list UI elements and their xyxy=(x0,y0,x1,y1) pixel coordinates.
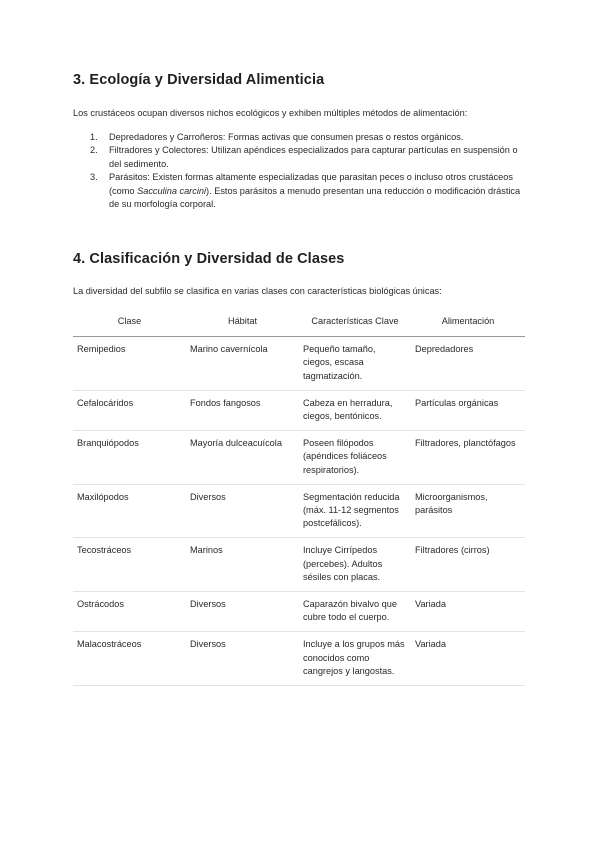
table-cell: Mayoría dulceacuícola xyxy=(186,431,299,485)
table-cell: Cabeza en herradura, ciegos, bentónicos. xyxy=(299,390,411,430)
table-row xyxy=(73,592,525,632)
table-cell: Maxilópodos xyxy=(73,484,186,538)
list-item-text-end: ). Estos parásitos a menudo presentan una reducción o modificación drástica de su morfología corporal. xyxy=(109,185,521,210)
table-cell: Incluye Cirrípedos (percebes). Adultos sésiles con placas. xyxy=(299,538,411,592)
table-cell: Variada xyxy=(411,632,525,686)
table-cell: Ostrácodos xyxy=(73,592,186,632)
column-header-clase: Clase xyxy=(73,311,186,337)
table-row xyxy=(73,484,525,538)
table-cell: Malacostráceos xyxy=(73,632,186,686)
list-item-text-start: Parásitos: Existen formas altamente especializadas que parasitan peces o incluso otros crustáceos (como xyxy=(109,172,513,196)
list-item xyxy=(73,144,525,171)
table-cell: Variada xyxy=(411,592,525,632)
list-item-number: 3. xyxy=(90,172,98,183)
table-row xyxy=(73,390,525,430)
table-cell: Filtradores (cirros) xyxy=(411,538,525,592)
table-cell: Microorganismos, parásitos xyxy=(411,484,525,538)
table-cell: Incluye a los grupos más conocidos como cangrejos y langostas. xyxy=(299,632,411,686)
table-cell: Diversos xyxy=(186,632,299,686)
column-header-caracteristicas: Características Clave xyxy=(299,311,411,337)
column-header-alimentacion: Alimentación xyxy=(411,311,525,337)
table-cell: Diversos xyxy=(186,484,299,538)
table-cell: Pequeño tamaño, ciegos, escasa tagmatización. xyxy=(299,337,411,391)
section-3-intro: Los crustáceos ocupan diversos nichos ecológicos y exhiben múltiples métodos de alimentación: xyxy=(73,108,468,118)
table-cell: Remipedios xyxy=(73,337,186,391)
feeding-methods-list xyxy=(73,131,525,211)
classes-table xyxy=(73,311,525,686)
table-cell: Marinos xyxy=(186,538,299,592)
table-cell: Filtradores, planctófagos xyxy=(411,431,525,485)
table-cell: Segmentación reducida (máx. 11-12 segmentos postcefálicos). xyxy=(299,484,411,538)
table-cell: Poseen filópodos (apéndices foliáceos respiratorios). xyxy=(299,431,411,485)
list-item xyxy=(73,171,525,211)
species-name: Sacculina carcini xyxy=(137,185,207,196)
table-row xyxy=(73,431,525,485)
table-row xyxy=(73,632,525,686)
table-cell: Cefalocáridos xyxy=(73,390,186,430)
table-cell: Tecostráceos xyxy=(73,538,186,592)
list-item xyxy=(73,131,525,144)
list-item-text: Filtradores y Colectores: Utilizan apéndices especializados para capturar partículas en suspensión o del sedimento. xyxy=(109,145,518,169)
table-row xyxy=(73,337,525,391)
table-cell: Marino cavernícola xyxy=(186,337,299,391)
list-item-number: 1. xyxy=(90,132,98,142)
table-cell: Diversos xyxy=(186,592,299,632)
table-cell: Fondos fangosos xyxy=(186,390,299,430)
list-item-number: 2. xyxy=(90,145,98,156)
table-cell: Branquiópodos xyxy=(73,431,186,485)
table-cell: Partículas orgánicas xyxy=(411,390,525,430)
table-cell: Caparazón bivalvo que cubre todo el cuerpo. xyxy=(299,592,411,632)
section-4-intro: La diversidad del subfilo se clasifica en varias clases con características biológicas únicas: xyxy=(73,286,442,296)
column-header-habitat: Hábitat xyxy=(186,311,299,337)
table-row xyxy=(73,538,525,592)
section-3-heading: 3. Ecología y Diversidad Alimenticia xyxy=(73,72,325,88)
list-item-text: Depredadores y Carroñeros: Formas activas que consumen presas o restos orgánicos. xyxy=(109,132,464,142)
section-4-heading: 4. Clasificación y Diversidad de Clases xyxy=(73,251,345,267)
table-header-row xyxy=(73,311,525,337)
table-cell: Depredadores xyxy=(411,337,525,391)
